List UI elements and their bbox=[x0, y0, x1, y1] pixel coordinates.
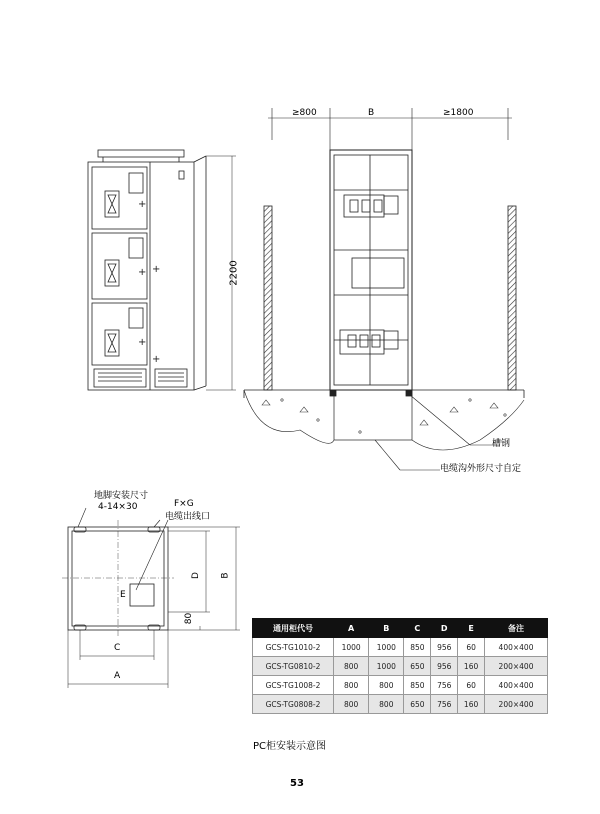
col-header: C bbox=[404, 619, 431, 638]
svg-text:+: + bbox=[138, 337, 147, 348]
table-cell: 650 bbox=[404, 657, 431, 676]
col-header: A bbox=[334, 619, 369, 638]
figure-caption: PC柜安装示意图 bbox=[253, 741, 327, 752]
table-cell: 200×400 bbox=[485, 657, 548, 676]
ground-aggregate-marks bbox=[262, 399, 506, 433]
front-height-dim: 2200 bbox=[228, 260, 240, 286]
table-row bbox=[253, 657, 548, 676]
svg-text:+: + bbox=[152, 354, 161, 365]
label-trench-size: 电缆沟外形尺寸自定 bbox=[440, 464, 522, 474]
table-cell: 160 bbox=[458, 695, 485, 714]
table-cell: 850 bbox=[404, 676, 431, 695]
table-cell: GCS-TG0810-2 bbox=[253, 657, 334, 676]
svg-text:+: + bbox=[138, 199, 147, 210]
spec-table bbox=[252, 618, 548, 714]
col-header: D bbox=[431, 619, 458, 638]
svg-text:+: + bbox=[138, 267, 147, 278]
plan-dim-b: B bbox=[220, 572, 231, 579]
table-cell: 650 bbox=[404, 695, 431, 714]
label-foot-size: 4-14×30 bbox=[98, 502, 138, 512]
label-foot-mounting: 地脚安装尺寸 bbox=[94, 491, 149, 501]
table-cell: 956 bbox=[431, 638, 458, 657]
label-channel-steel: 槽钢 bbox=[492, 439, 511, 449]
table-cell: GCS-TG1010-2 bbox=[253, 638, 334, 657]
front-view-cabinet bbox=[88, 150, 236, 390]
label-fg: F×G bbox=[174, 499, 194, 509]
table-cell: 160 bbox=[458, 657, 485, 676]
front-view-marks bbox=[138, 199, 160, 365]
table-cell: 60 bbox=[458, 638, 485, 657]
col-header: 通用柜代号 bbox=[253, 619, 334, 638]
side-dim-mid: B bbox=[368, 108, 375, 118]
col-header: B bbox=[369, 619, 404, 638]
plan-dim-c: C bbox=[114, 643, 121, 653]
table-row bbox=[253, 676, 548, 695]
table-cell: 60 bbox=[458, 676, 485, 695]
table-cell: GCS-TG0808-2 bbox=[253, 695, 334, 714]
plan-dim-e: E bbox=[120, 590, 126, 600]
table-row bbox=[253, 695, 548, 714]
table-cell: 400×400 bbox=[485, 676, 548, 695]
table-cell: 200×400 bbox=[485, 695, 548, 714]
plan-view bbox=[62, 508, 240, 688]
col-header: 备注 bbox=[485, 619, 548, 638]
plan-dim-a: A bbox=[114, 671, 121, 681]
side-view bbox=[244, 108, 524, 470]
plan-dim-d: D bbox=[190, 572, 201, 579]
side-dim-left: ≥800 bbox=[292, 108, 317, 118]
table-cell: 850 bbox=[404, 638, 431, 657]
table-cell: 800 bbox=[369, 695, 404, 714]
table-cell: 1000 bbox=[369, 638, 404, 657]
plan-dim-80: 80 bbox=[184, 612, 195, 625]
table-cell: 400×400 bbox=[485, 638, 548, 657]
table-cell: 800 bbox=[334, 676, 369, 695]
label-cable-outlet: 电缆出线口 bbox=[165, 512, 211, 522]
page-number: 53 bbox=[290, 778, 304, 789]
table-header-row bbox=[253, 619, 548, 638]
table-row bbox=[253, 638, 548, 657]
table-cell: 800 bbox=[369, 676, 404, 695]
svg-text:+: + bbox=[152, 264, 161, 275]
side-dim-right: ≥1800 bbox=[443, 108, 474, 118]
table-cell: 756 bbox=[431, 695, 458, 714]
table-cell: 756 bbox=[431, 676, 458, 695]
table-cell: GCS-TG1008-2 bbox=[253, 676, 334, 695]
table-cell: 956 bbox=[431, 657, 458, 676]
table-cell: 800 bbox=[334, 695, 369, 714]
table-cell: 1000 bbox=[369, 657, 404, 676]
table-cell: 1000 bbox=[334, 638, 369, 657]
col-header: E bbox=[458, 619, 485, 638]
table-cell: 800 bbox=[334, 657, 369, 676]
